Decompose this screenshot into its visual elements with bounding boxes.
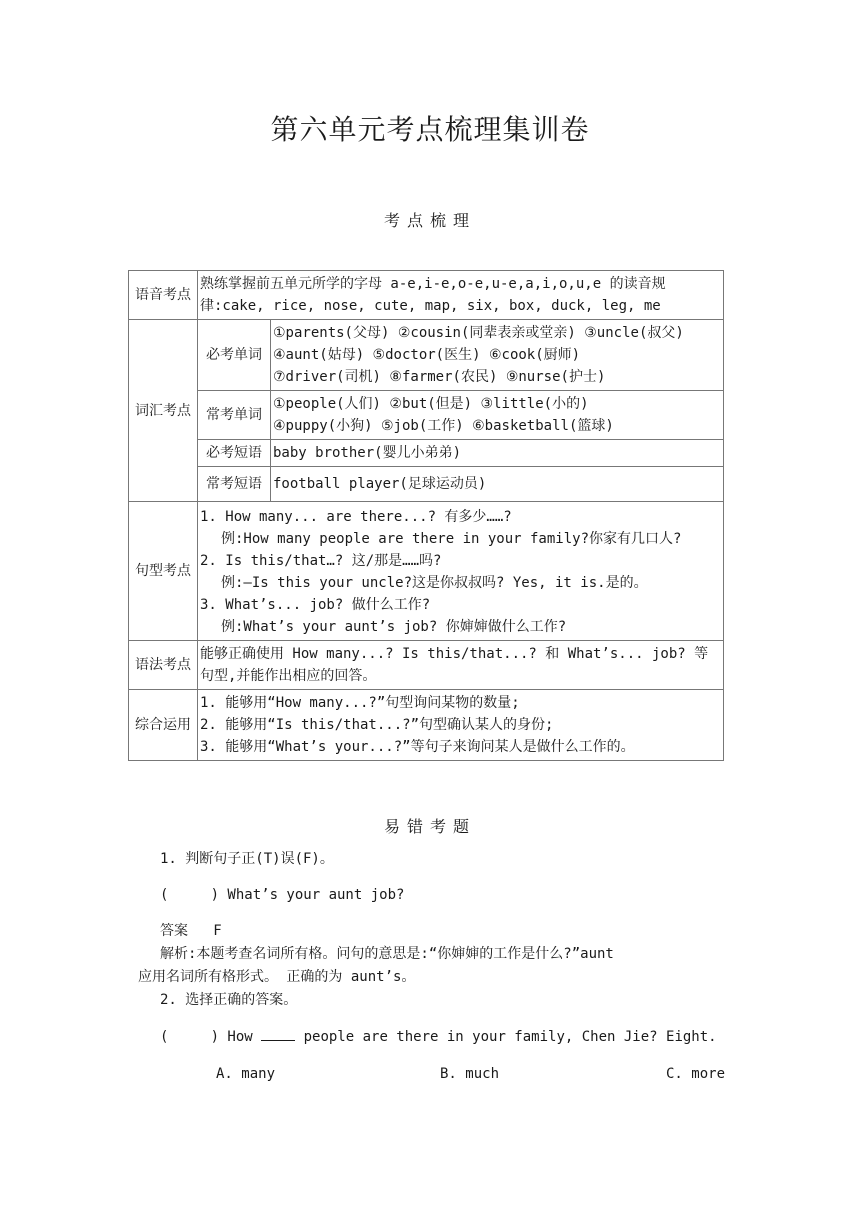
list-item: 1. 能够用“How many...?”句型询问某物的数量; <box>200 695 520 711</box>
outline-table <box>128 270 724 761</box>
q2-question-end: people are there in your family, Chen Jie? Eight. <box>295 1029 717 1045</box>
q2-question <box>160 1026 717 1048</box>
option-c: C. more <box>666 1066 726 1082</box>
common-words <box>271 391 724 440</box>
sentence-pattern: 3. What’s... job? 做什么工作? <box>200 597 431 613</box>
grammar-label: 语法考点 <box>129 641 198 690</box>
sentence-example: 例:How many people are there in your family?你家有几口人? <box>221 531 682 547</box>
q1-analysis-line1: 解析:本题考查名词所有格。问句的意思是:“你婶婶的工作是什么?”aunt <box>160 946 614 962</box>
grammar-text: 能够正确使用 How many...? Is this/that...? 和 What’s... job? 等句型,并能作出相应的回答。 <box>198 641 724 690</box>
must-phrases: baby brother(婴儿小弟弟) <box>271 440 724 467</box>
sentence-pattern: 1. How many... are there...? 有多少……? <box>200 509 512 525</box>
list-item: 2. 能够用“Is this/that...?”句型确认某人的身份; <box>200 717 554 733</box>
table-row <box>129 320 724 391</box>
list-item: ①people(人们) ②but(但是) ③little(小的) <box>273 396 589 412</box>
sentence-pattern: 2. Is this/that…? 这/那是……吗? <box>200 553 442 569</box>
list-item: ④aunt(姑母) ⑤doctor(医生) ⑥cook(厨师) <box>273 347 581 363</box>
list-item: ④puppy(小狗) ⑤job(工作) ⑥basketball(篮球) <box>273 418 614 434</box>
must-words <box>271 320 724 391</box>
sentence-example: 例:What’s your aunt’s job? 你婶婶做什么工作? <box>221 619 567 635</box>
sentence-example: 例:—Is this your uncle?这是你叔叔吗? Yes, it is.是的。 <box>221 575 648 591</box>
q2-question-start: ( ) How <box>160 1029 262 1045</box>
must-phrases-label: 必考短语 <box>198 440 271 467</box>
usage-label: 综合运用 <box>129 690 198 761</box>
section-heading-errors: 易错考题 <box>383 817 476 836</box>
q1-instruction: 1. 判断句子正(T)误(F)。 <box>160 851 334 867</box>
table-row <box>129 271 724 320</box>
common-phrases-label: 常考短语 <box>198 467 271 502</box>
vocab-label: 词汇考点 <box>129 320 198 502</box>
q1-answer <box>160 920 222 942</box>
option-a: A. many <box>216 1066 276 1082</box>
list-item: ①parents(父母) ②cousin(同辈表亲或堂亲) ③uncle(叔父) <box>273 325 684 341</box>
table-row <box>129 690 724 761</box>
list-item: 3. 能够用“What’s your...?”等句子来询问某人是做什么工作的。 <box>200 739 635 755</box>
phonics-text: 熟练掌握前五单元所学的字母 a-e,i-e,o-e,u-e,a,i,o,u,e 的读音规律:cake, rice, nose, cute, map, six, box, duck, leg, me <box>198 271 724 320</box>
table-row <box>129 391 724 440</box>
page-title: 第六单元考点梳理集训卷 <box>270 113 590 146</box>
list-item: ⑦driver(司机) ⑧farmer(农民) ⑨nurse(护士) <box>273 369 606 385</box>
option-b: B. much <box>440 1066 500 1082</box>
common-words-label: 常考单词 <box>198 391 271 440</box>
answer-label: 答案 <box>160 923 188 939</box>
sentences-content <box>198 502 724 641</box>
table-row <box>129 641 724 690</box>
must-words-label: 必考单词 <box>198 320 271 391</box>
table-row <box>129 467 724 502</box>
common-phrases: football player(足球运动员) <box>271 467 724 502</box>
answer-value: F <box>213 923 222 939</box>
q1-question: ( ) What’s your aunt job? <box>160 887 405 903</box>
usage-content <box>198 690 724 761</box>
q1-analysis-line2: 应用名词所有格形式。 正确的为 aunt’s。 <box>138 969 416 985</box>
table-row <box>129 502 724 641</box>
sentences-label: 句型考点 <box>129 502 198 641</box>
q2-instruction: 2. 选择正确的答案。 <box>160 992 298 1008</box>
answer-blank <box>261 1026 295 1041</box>
section-heading-outline: 考点梳理 <box>383 211 476 230</box>
phonics-label: 语音考点 <box>129 271 198 320</box>
table-row <box>129 440 724 467</box>
